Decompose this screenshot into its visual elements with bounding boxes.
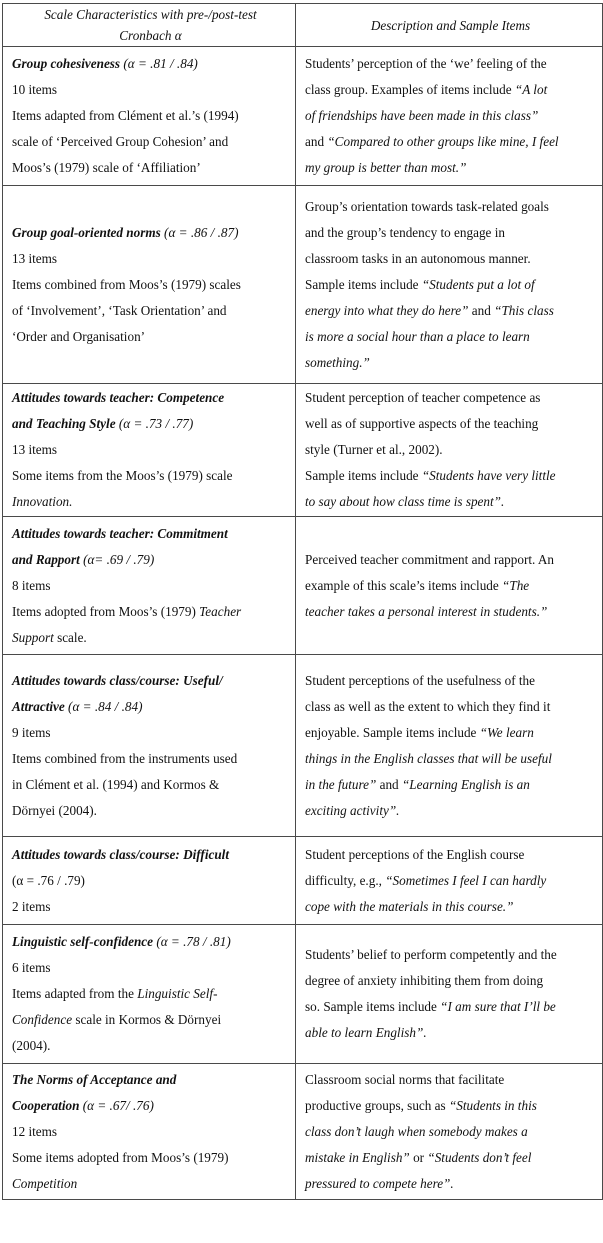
text-segment: “A lot: [514, 82, 548, 97]
cronbach-alpha: (α = .76 / .79): [12, 872, 85, 888]
description-line: to say about how class time is spent”.: [305, 494, 505, 509]
description-line: Students’ perception of the ‘we’ feeling of the: [305, 56, 547, 71]
text-segment: Teacher: [199, 603, 242, 619]
description-line: Students’ belief to perform competently and the: [305, 947, 557, 962]
description-line: [305, 272, 596, 298]
text-segment: “I am sure that I’ll be: [440, 999, 556, 1014]
text-segment: example of this scale’s items include: [305, 577, 503, 593]
cronbach-alpha: (α = .78 / .81): [153, 934, 231, 949]
description-cell: [296, 925, 603, 1064]
description-line: cope with the materials in this course.”: [305, 898, 514, 914]
text-segment: Sample items include: [305, 276, 422, 292]
source-line: Moos’s (1979) scale of ‘Affiliation’: [12, 160, 201, 175]
text-segment: “We learn: [479, 724, 534, 740]
scale-title: Attitudes towards teacher: Commitment: [12, 525, 228, 541]
cronbach-alpha: (α = .84 / .84): [64, 698, 143, 714]
text-segment: scale.: [53, 629, 87, 645]
description-line: of friendships have been made in this class”: [305, 108, 539, 123]
scale-cell: [3, 384, 296, 517]
text-segment: and: [468, 302, 495, 318]
cronbach-alpha: (α = .81 / .84): [120, 56, 198, 71]
item-count: 12 items: [12, 1123, 58, 1139]
text-segment: Confidence: [12, 1012, 73, 1027]
source-line: Some items adopted from Moos’s (1979): [12, 1149, 229, 1165]
text-segment: difficulty, e.g.,: [305, 872, 386, 888]
text-segment: “This class: [494, 302, 554, 318]
table-row: [3, 186, 603, 384]
description-cell: [296, 47, 603, 186]
source-line: [12, 599, 289, 625]
description-line: style (Turner et al., 2002).: [305, 442, 443, 457]
item-count: 2 items: [12, 898, 51, 914]
scale-cell: [3, 517, 296, 655]
description-line: [305, 994, 596, 1020]
item-count: 10 items: [12, 82, 58, 97]
description-line: class as well as the extent to which they find it: [305, 698, 551, 714]
text-segment: so. Sample items include: [305, 999, 441, 1014]
text-segment: scale in Kormos & Dörnyei: [72, 1012, 222, 1027]
scale-title-line: [12, 929, 289, 955]
source-line: Items combined from the instruments used: [12, 750, 238, 766]
table-row: [3, 1064, 603, 1200]
text-segment: “Students have very little: [421, 468, 556, 483]
text-segment: class group. Examples of items include: [305, 82, 515, 97]
scale-cell: [3, 925, 296, 1064]
description-cell: [296, 837, 603, 925]
description-line: [305, 77, 596, 103]
text-segment: and: [376, 776, 402, 792]
text-segment: Items adopted from Moos’s (1979): [12, 603, 200, 619]
scale-title-line: [12, 220, 289, 246]
description-line: my group is better than most.”: [305, 160, 467, 175]
scale-title: Linguistic self-confidence: [12, 934, 154, 949]
description-cell: [296, 384, 603, 517]
scale-cell: [3, 186, 296, 384]
scales-table: [2, 3, 603, 1200]
text-segment: “Learning English is an: [401, 776, 530, 792]
description-line: [305, 463, 596, 489]
description-line: pressured to compete here”.: [305, 1175, 454, 1191]
description-cell: [296, 186, 603, 384]
scale-title: Group goal-oriented norms: [12, 224, 161, 240]
text-segment: “Compared to other groups like mine, I feel: [327, 134, 559, 149]
text-segment: Support: [12, 629, 54, 645]
table-row: [3, 655, 603, 837]
scale-title: Attractive: [12, 698, 65, 714]
source-line: [12, 1007, 289, 1033]
text-segment: “Students in this: [448, 1097, 537, 1113]
text-segment: and: [305, 134, 328, 149]
source-line: scale of ‘Perceived Group Cohesion’ and: [12, 134, 229, 149]
table-row: [3, 47, 603, 186]
description-line: [305, 1093, 596, 1119]
text-segment: energy into what they do here”: [305, 302, 469, 318]
description-line: Group’s orientation towards task-related goals: [305, 198, 549, 214]
scale-cell: [3, 47, 296, 186]
description-line: [305, 868, 596, 894]
source-line: [12, 625, 289, 651]
text-segment: “Students don’t feel: [427, 1149, 532, 1165]
text-segment: Linguistic Self-: [137, 986, 218, 1001]
header-description: Description and Sample Items: [296, 4, 603, 47]
scale-title: Group cohesiveness: [12, 56, 121, 71]
source-line: Dörnyei (2004).: [12, 802, 97, 818]
header-row: [3, 4, 603, 47]
description-line: [305, 720, 596, 746]
item-count: 13 items: [12, 442, 58, 457]
description-line: teacher takes a personal interest in students.”: [305, 603, 548, 619]
description-cell: [296, 1064, 603, 1200]
scale-title-line: [12, 411, 289, 437]
scale-cell: [3, 655, 296, 837]
source-line: ‘Order and Organisation’: [12, 328, 146, 344]
scale-title: Cooperation: [12, 1097, 80, 1113]
scale-title-line: [12, 547, 289, 573]
scale-title: and Teaching Style: [12, 416, 116, 431]
text-segment: “Sometimes I feel I can hardly: [385, 872, 547, 888]
scale-title: Attitudes towards class/course: Difficult: [12, 846, 230, 862]
description-line: [305, 573, 596, 599]
text-segment: productive groups, such as: [305, 1097, 449, 1113]
scale-title: Attitudes towards class/course: Useful/: [12, 672, 223, 688]
description-line: classroom tasks in an autonomous manner.: [305, 250, 531, 266]
item-count: 8 items: [12, 577, 51, 593]
description-line: Perceived teacher commitment and rapport. An: [305, 551, 555, 567]
text-segment: enjoyable. Sample items include: [305, 724, 480, 740]
item-count: 9 items: [12, 724, 51, 740]
description-line: class don’t laugh when somebody makes a: [305, 1123, 528, 1139]
scale-title: The Norms of Acceptance and: [12, 1071, 177, 1087]
description-line: able to learn English”.: [305, 1025, 427, 1040]
item-count: 6 items: [12, 960, 51, 975]
scale-title: Attitudes towards teacher: Competence: [12, 390, 225, 405]
item-count: 13 items: [12, 250, 58, 266]
header-scale-characteristics: [3, 4, 296, 47]
table-row: [3, 517, 603, 655]
source-line: [12, 981, 289, 1007]
description-line: [305, 1145, 596, 1171]
scale-cell: [3, 1064, 296, 1200]
source-line: Items combined from Moos’s (1979) scales: [12, 276, 241, 292]
description-line: [305, 772, 596, 798]
description-line: Student perceptions of the English course: [305, 846, 525, 862]
source-line: of ‘Involvement’, ‘Task Orientation’ and: [12, 302, 227, 318]
source-line: Innovation.: [12, 494, 73, 509]
source-line: Items adapted from Clément et al.’s (1994): [12, 108, 239, 123]
cronbach-alpha: (α = .73 / .77): [115, 416, 194, 431]
table-row: [3, 925, 603, 1064]
text-segment: Items adapted from the: [12, 986, 138, 1001]
description-line: Student perceptions of the usefulness of the: [305, 672, 535, 688]
table-row: [3, 837, 603, 925]
text-segment: “Students put a lot of: [421, 276, 535, 292]
description-line: is more a social hour than a place to learn: [305, 328, 530, 344]
table-row: [3, 384, 603, 517]
scale-title-line: [12, 1093, 289, 1119]
description-line: things in the English classes that will be useful: [305, 750, 552, 766]
description-line: [305, 129, 596, 155]
description-cell: [296, 517, 603, 655]
description-cell: [296, 655, 603, 837]
source-line: in Clément et al. (1994) and Kormos &: [12, 776, 220, 792]
source-line: Competition: [12, 1175, 78, 1191]
header-col1-line1: Scale Characteristics with pre-/post-test: [44, 7, 257, 22]
cronbach-alpha: (α = .86 / .87): [160, 224, 239, 240]
scale-cell: [3, 837, 296, 925]
description-line: [305, 298, 596, 324]
scale-title-line: [12, 694, 289, 720]
header-col1-line2: Cronbach α: [119, 28, 182, 43]
description-line: Classroom social norms that facilitate: [305, 1071, 505, 1087]
text-segment: “The: [502, 577, 530, 593]
text-segment: in the future”: [305, 776, 377, 792]
text-segment: Sample items include: [305, 468, 422, 483]
description-line: Student perception of teacher competence as: [305, 390, 541, 405]
description-line: and the group’s tendency to engage in: [305, 224, 505, 240]
cronbach-alpha: (α = .67/ .76): [79, 1097, 154, 1113]
text-segment: or: [409, 1149, 428, 1165]
source-line: (2004).: [12, 1038, 51, 1053]
description-line: something.”: [305, 354, 370, 370]
description-line: exciting activity”.: [305, 802, 400, 818]
source-line: Some items from the Moos’s (1979) scale: [12, 468, 233, 483]
cronbach-alpha: (α= .69 / .79): [79, 551, 155, 567]
scale-title-line: [12, 51, 289, 77]
scale-title: and Rapport: [12, 551, 80, 567]
text-segment: mistake in English”: [305, 1149, 410, 1165]
description-line: well as of supportive aspects of the teaching: [305, 416, 539, 431]
description-line: degree of anxiety inhibiting them from doing: [305, 973, 544, 988]
